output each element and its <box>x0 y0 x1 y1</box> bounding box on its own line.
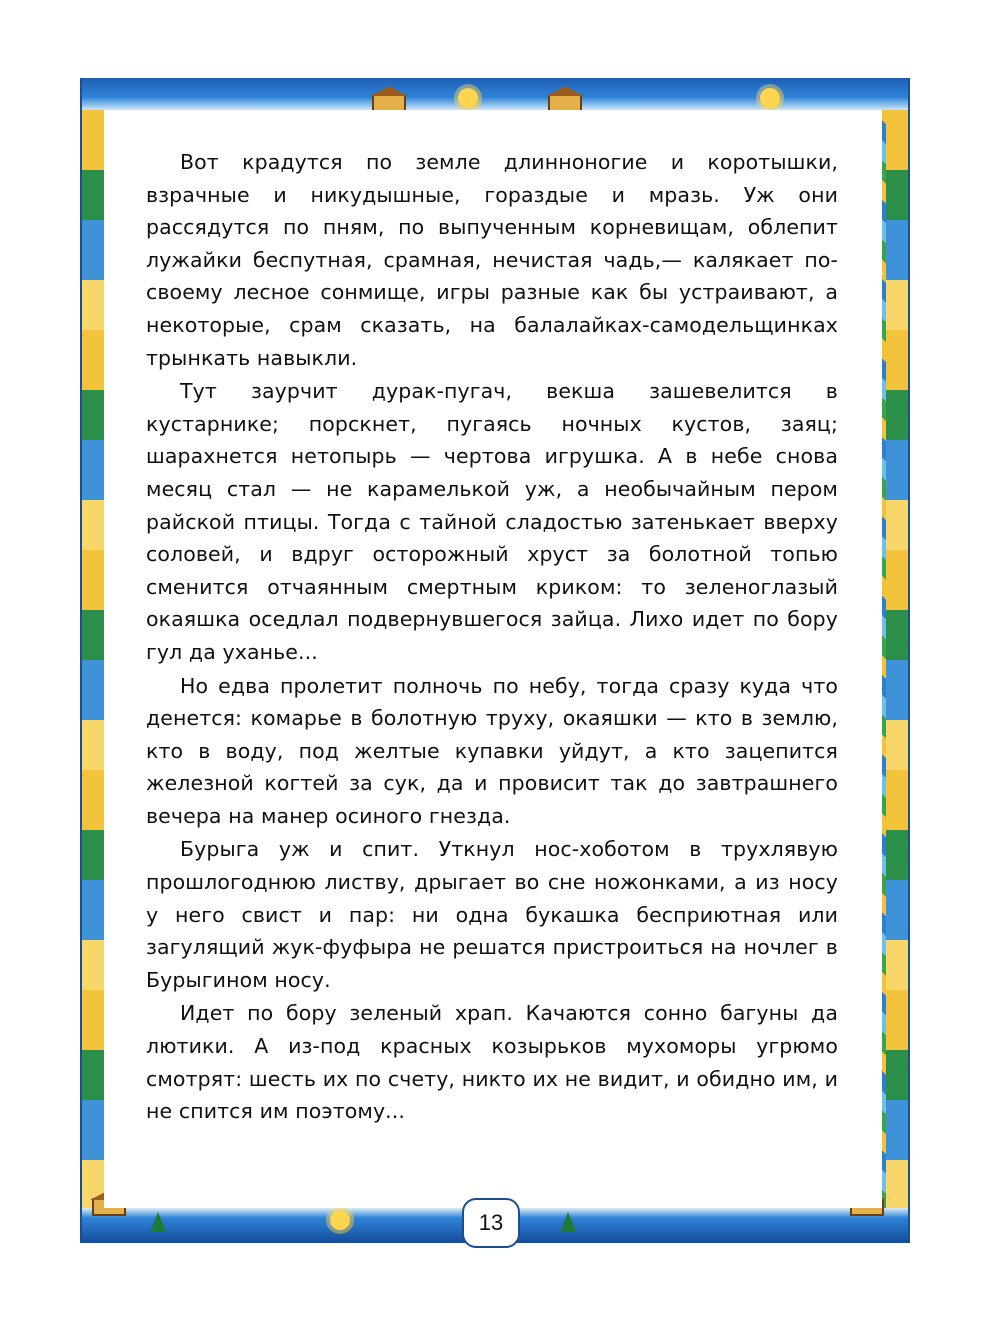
paragraph-3: Но едва пролетит полночь по небу, тогда сразу куда что денется: комарье в болотную труху, окаяшки — кто в землю, кто в воду, под желтые купавки уйдут, а кто зацепится железной когтей за сук, да и провисит так до завтрашнего вечера на манер осиного гнезда. <box>146 673 838 828</box>
paragraph-2: Тут заурчит дурак-пугач, векша зашевелится в кустарнике; порскнет, пугаясь ночных кустов, заяц; шарахнется нетопырь — чертова игрушка. А в небе снова месяц стал — не карамелькой уж, а необычайным пером райской птицы. Тогда с тайной сладостью затенькает вверху соловей, и вдруг осторожный хруст за болотной топью сменится отчаянным смертным криком: то зеленоглазый окаяшка оседлал подвернувшегося зайца. Лихо идет по бору гул да уханье... <box>146 379 838 664</box>
sun-icon <box>330 1210 350 1230</box>
right-ornament <box>886 110 908 1208</box>
page-number: 13 <box>462 1198 520 1248</box>
paragraph-4: Бурыга уж и спит. Уткнул нос-хоботом в трухлявую прошлогоднюю листву, дрыгает во сне ножонками, а из носу у него свист и пар: ни одна букашка бесприютная или загулящий жук-фуфыра не решатся пристроиться на ночлег в Бурыгином носу. <box>146 837 838 992</box>
left-ornament <box>82 110 104 1208</box>
story-text <box>146 146 838 1128</box>
paragraph-5: Идет по бору зеленый храп. Качаются сонно багуны да лютики. А из-под красных козырьков мухоморы угрюмо смотрят: шесть их по счету, никто их не видит, и обидно им, и не спится им поэтому... <box>146 1001 838 1124</box>
tree-icon <box>560 1212 576 1232</box>
tree-icon <box>150 1212 166 1232</box>
top-ornament <box>82 78 908 110</box>
sun-icon <box>760 88 780 108</box>
sun-icon <box>458 88 478 108</box>
paragraph-1: Вот крадутся по земле длинноногие и коротышки, взрачные и никудышные, гораздые и мразь. Уж они рассядутся по пням, по выпученным корневищам, облепит лужайки беспутная, срамная, нечистая чадь,— калякает по-своему лесное сонмище, игры разные как бы устраивают, а некоторые, срам сказать, на балалайках-самодельщинках трынкать навыкли. <box>146 150 838 370</box>
